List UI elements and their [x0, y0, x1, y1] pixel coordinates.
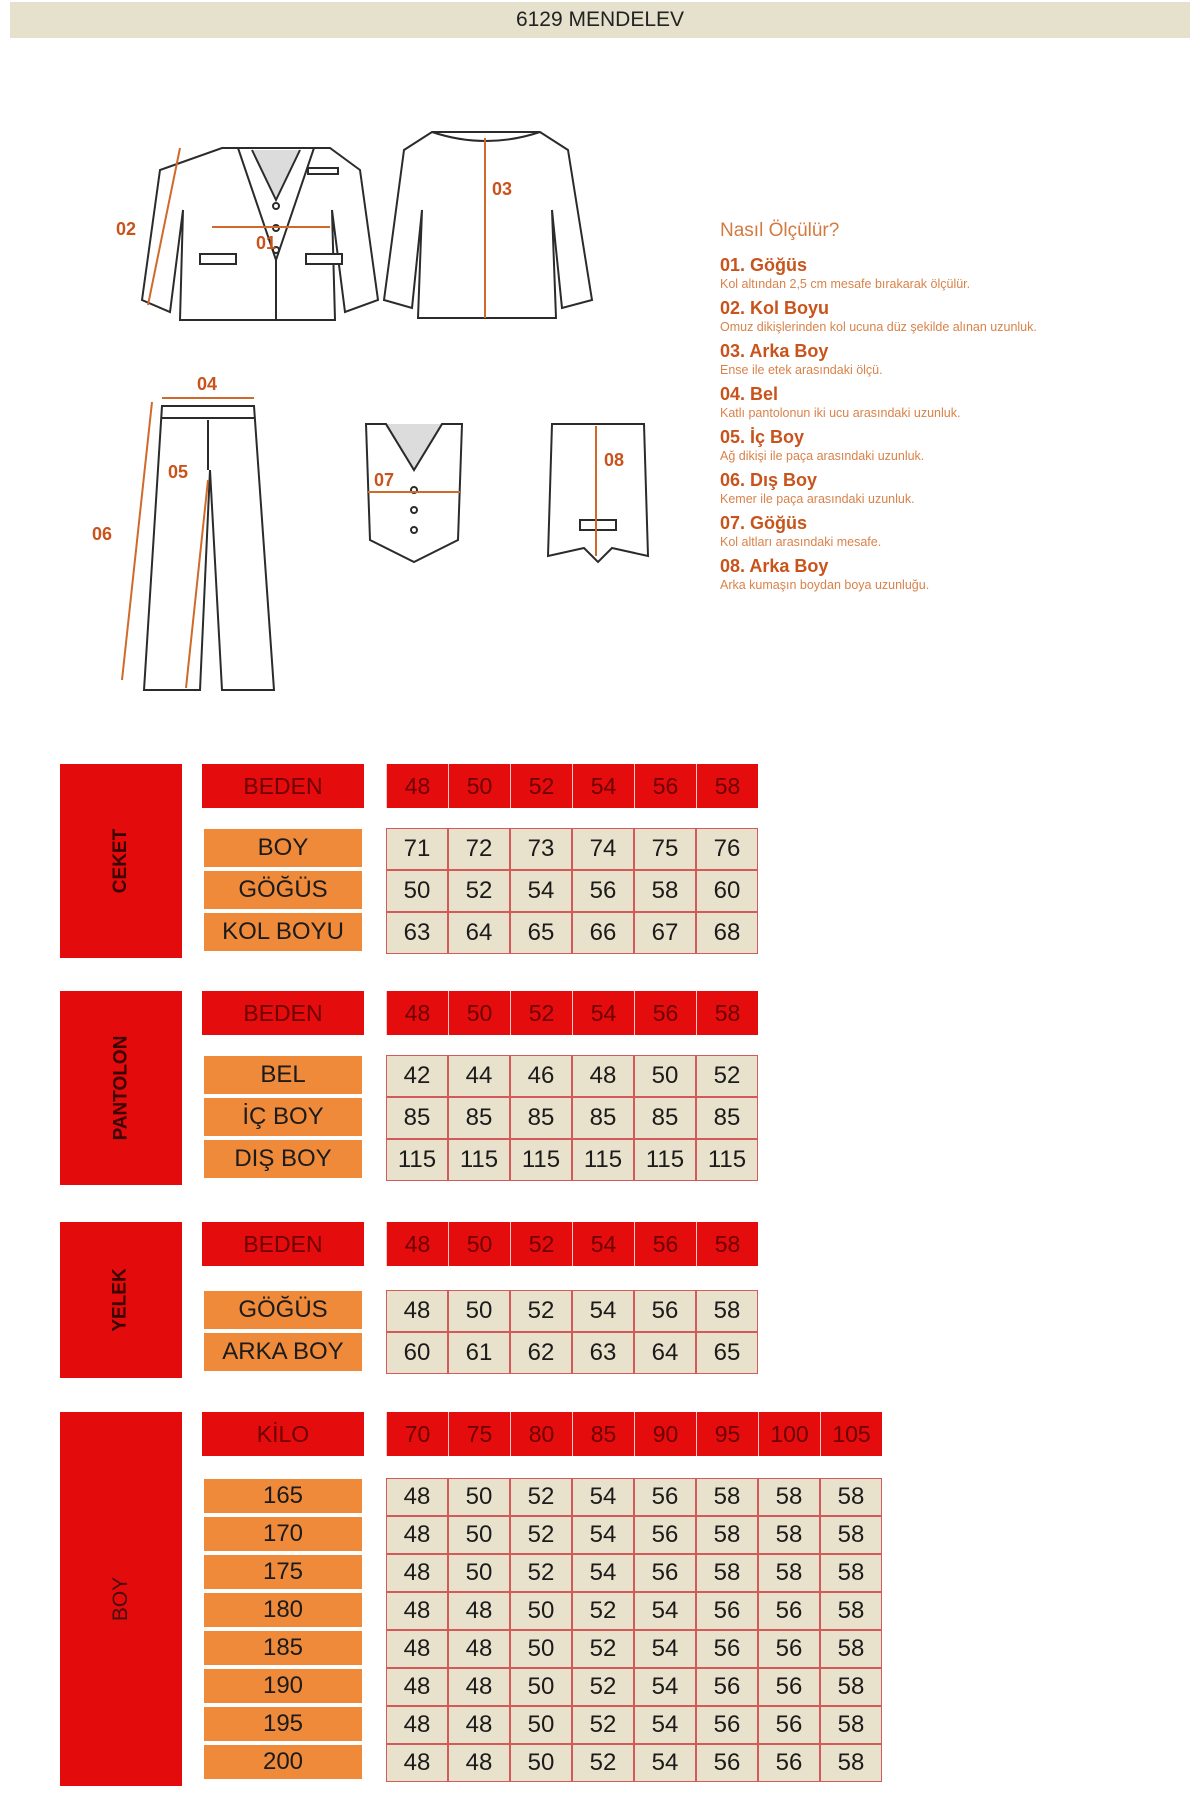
guide-item-desc: Arka kumaşın boydan boya uzunluğu.	[720, 578, 930, 592]
table-cell: 44	[448, 1055, 510, 1097]
table-row-label: GÖĞÜS	[204, 1291, 362, 1329]
table-header-cell: 80	[510, 1412, 572, 1456]
table-cell: 50	[510, 1592, 572, 1630]
table-cell: 54	[572, 1554, 634, 1592]
table-header-cell: 48	[386, 991, 448, 1035]
table-header-cell: 90	[634, 1412, 696, 1456]
table-cell: 52	[448, 870, 510, 912]
table-cell: 52	[572, 1744, 634, 1782]
table-cell: 115	[386, 1139, 448, 1181]
section-label-pantolon	[60, 991, 182, 1185]
table-row-label: 185	[204, 1631, 362, 1665]
table-cell: 52	[572, 1706, 634, 1744]
jacket-back-drawing	[384, 132, 592, 318]
table-cell: 61	[448, 1332, 510, 1374]
table-header-cell: 54	[572, 764, 634, 808]
table-cell: 54	[572, 1478, 634, 1516]
table-cell: 52	[510, 1516, 572, 1554]
table-cell: 58	[696, 1554, 758, 1592]
table-header-cell: 48	[386, 1222, 448, 1266]
table-cell: 58	[696, 1516, 758, 1554]
table-header-cell: 48	[386, 764, 448, 808]
table-header-label: BEDEN	[202, 1222, 364, 1266]
table-cell: 58	[820, 1554, 882, 1592]
table-cell: 48	[386, 1478, 448, 1516]
table-cell: 52	[572, 1630, 634, 1668]
guide-item	[720, 512, 1190, 550]
table-cell: 48	[572, 1055, 634, 1097]
table-cell: 58	[820, 1592, 882, 1630]
table-row-label: BOY	[204, 829, 362, 867]
table-cell: 56	[634, 1516, 696, 1554]
table-cell: 48	[448, 1706, 510, 1744]
table-header-cell: 52	[510, 991, 572, 1035]
table-cell: 56	[758, 1668, 820, 1706]
guide-item-title: 07. Göğüs	[720, 513, 808, 533]
guide-item-title: 04. Bel	[720, 384, 779, 404]
table-cell: 115	[510, 1139, 572, 1181]
guide-item-desc: Omuz dikişlerinden kol ucuna düz şekilde alınan uzunluk.	[720, 320, 1037, 334]
table-cell: 85	[634, 1097, 696, 1139]
table-cell: 48	[386, 1706, 448, 1744]
table-cell: 85	[510, 1097, 572, 1139]
table-cell: 48	[386, 1516, 448, 1554]
table-cell: 85	[696, 1097, 758, 1139]
section-label-text: BOY	[108, 1576, 132, 1622]
table-cell: 56	[758, 1744, 820, 1782]
table-cell: 56	[634, 1554, 696, 1592]
guide-item	[720, 297, 1190, 335]
guide-item-desc: Katlı pantolonun iki ucu arasındaki uzunluk.	[720, 406, 961, 420]
table-cell: 50	[510, 1706, 572, 1744]
guide-item-title: 01. Göğüs	[720, 255, 808, 275]
table-header-cell: 56	[634, 764, 696, 808]
vest-back-drawing	[548, 424, 648, 562]
section-label-text: YELEK	[109, 1268, 131, 1332]
table-cell: 115	[696, 1139, 758, 1181]
table-header-cell: 95	[696, 1412, 758, 1456]
table-cell: 58	[820, 1668, 882, 1706]
section-label-text: PANTOLON	[109, 1035, 131, 1141]
table-cell: 50	[448, 1554, 510, 1592]
trousers-drawing	[144, 406, 274, 690]
table-cell: 115	[634, 1139, 696, 1181]
table-cell: 54	[634, 1668, 696, 1706]
table-cell: 74	[572, 828, 634, 870]
table-cell: 64	[634, 1332, 696, 1374]
table-cell: 52	[510, 1290, 572, 1332]
table-cell: 56	[634, 1290, 696, 1332]
guide-item	[720, 254, 1190, 292]
table-cell: 73	[510, 828, 572, 870]
table-cell: 85	[448, 1097, 510, 1139]
table-cell: 72	[448, 828, 510, 870]
table-cell: 56	[696, 1592, 758, 1630]
section-label-yelek	[60, 1222, 182, 1378]
table-header-label: BEDEN	[202, 764, 364, 808]
table-cell: 52	[510, 1554, 572, 1592]
table-header-cell: 70	[386, 1412, 448, 1456]
table-cell: 50	[510, 1668, 572, 1706]
table-cell: 52	[696, 1055, 758, 1097]
table-cell: 58	[820, 1706, 882, 1744]
guide-item-desc: Kemer ile paça arasındaki uzunluk.	[720, 492, 915, 506]
guide-list	[720, 254, 1190, 593]
guide-item	[720, 340, 1190, 378]
vest-label-07: 07	[374, 470, 395, 490]
table-cell: 58	[820, 1478, 882, 1516]
table-cell: 50	[386, 870, 448, 912]
guide-item	[720, 383, 1190, 421]
table-cell: 50	[448, 1516, 510, 1554]
table-header-cell: 56	[634, 1222, 696, 1266]
table-cell: 46	[510, 1055, 572, 1097]
table-header-cell: 54	[572, 991, 634, 1035]
trousers-label-05: 05	[168, 462, 189, 482]
table-cell: 52	[572, 1668, 634, 1706]
table-row-label: 190	[204, 1669, 362, 1703]
table-cell: 58	[820, 1744, 882, 1782]
table-cell: 115	[572, 1139, 634, 1181]
page-title: 6129 MENDELEV	[10, 2, 1190, 38]
guide-item-desc: Kol altından 2,5 cm mesafe bırakarak ölçülür.	[720, 277, 971, 291]
table-cell: 50	[510, 1744, 572, 1782]
guide-item-title: 03. Arka Boy	[720, 341, 829, 361]
table-cell: 63	[572, 1332, 634, 1374]
table-cell: 54	[634, 1630, 696, 1668]
table-cell: 54	[510, 870, 572, 912]
table-cell: 56	[758, 1630, 820, 1668]
table-header-cell: 52	[510, 1222, 572, 1266]
guide-item-title: 06. Dış Boy	[720, 470, 818, 490]
table-row-label: 170	[204, 1517, 362, 1551]
guide-item-desc: Kol altları arasındaki mesafe.	[720, 535, 882, 549]
table-header-cell: 50	[448, 1222, 510, 1266]
table-cell: 71	[386, 828, 448, 870]
table-header-cell: 100	[758, 1412, 820, 1456]
table-cell: 52	[572, 1592, 634, 1630]
table-cell: 48	[448, 1744, 510, 1782]
table-row-label: İÇ BOY	[204, 1098, 362, 1136]
section-label-boy	[60, 1412, 182, 1786]
jacket-label-03: 03	[492, 179, 513, 199]
table-row-label: 195	[204, 1707, 362, 1741]
trousers-label-04: 04	[197, 374, 218, 394]
table-cell: 48	[386, 1744, 448, 1782]
guide-item-desc: Ağ dikişi ile paça arasındaki uzunluk.	[720, 449, 925, 463]
table-cell: 48	[386, 1290, 448, 1332]
table-cell: 76	[696, 828, 758, 870]
table-cell: 50	[634, 1055, 696, 1097]
table-cell: 54	[634, 1744, 696, 1782]
table-cell: 50	[448, 1478, 510, 1516]
table-header-label: BEDEN	[202, 991, 364, 1035]
table-row-label: KOL BOYU	[204, 913, 362, 951]
table-cell: 56	[696, 1668, 758, 1706]
table-cell: 42	[386, 1055, 448, 1097]
table-header-cell: 85	[572, 1412, 634, 1456]
table-cell: 48	[386, 1630, 448, 1668]
measurement-guide	[720, 220, 1190, 598]
table-cell: 67	[634, 912, 696, 954]
section-label-ceket	[60, 764, 182, 958]
table-cell: 65	[510, 912, 572, 954]
table-row-label: 175	[204, 1555, 362, 1589]
table-header-cell: 75	[448, 1412, 510, 1456]
table-cell: 56	[696, 1630, 758, 1668]
table-cell: 85	[572, 1097, 634, 1139]
table-cell: 64	[448, 912, 510, 954]
table-cell: 60	[386, 1332, 448, 1374]
table-row-label: 180	[204, 1593, 362, 1627]
table-cell: 68	[696, 912, 758, 954]
table-header-cell: 105	[820, 1412, 882, 1456]
table-header-cell: 50	[448, 764, 510, 808]
table-header-cell: 56	[634, 991, 696, 1035]
table-cell: 58	[758, 1516, 820, 1554]
table-cell: 48	[448, 1592, 510, 1630]
table-cell: 58	[820, 1630, 882, 1668]
table-cell: 54	[572, 1290, 634, 1332]
table-cell: 48	[386, 1592, 448, 1630]
table-cell: 48	[386, 1554, 448, 1592]
guide-item-title: 08. Arka Boy	[720, 556, 829, 576]
table-header-cell: 54	[572, 1222, 634, 1266]
table-cell: 115	[448, 1139, 510, 1181]
table-row-label: 165	[204, 1479, 362, 1513]
table-cell: 58	[634, 870, 696, 912]
table-header-label: KİLO	[202, 1412, 364, 1456]
table-cell: 62	[510, 1332, 572, 1374]
table-cell: 85	[386, 1097, 448, 1139]
table-cell: 58	[696, 1290, 758, 1332]
table-cell: 75	[634, 828, 696, 870]
table-row-label: BEL	[204, 1056, 362, 1094]
guide-item-title: 02. Kol Boyu	[720, 298, 830, 318]
table-cell: 58	[696, 1478, 758, 1516]
table-cell: 54	[634, 1706, 696, 1744]
table-cell: 48	[448, 1668, 510, 1706]
table-cell: 60	[696, 870, 758, 912]
table-cell: 56	[696, 1744, 758, 1782]
table-cell: 65	[696, 1332, 758, 1374]
table-row-label: GÖĞÜS	[204, 871, 362, 909]
trousers-label-06: 06	[92, 524, 113, 544]
guide-item-title: 05. İç Boy	[720, 427, 805, 447]
table-header-cell: 50	[448, 991, 510, 1035]
table-header-cell: 58	[696, 1222, 758, 1266]
section-label-text: CEKET	[110, 828, 131, 894]
table-cell: 50	[448, 1290, 510, 1332]
table-header-cell: 58	[696, 764, 758, 808]
table-header-cell: 58	[696, 991, 758, 1035]
table-cell: 50	[510, 1630, 572, 1668]
table-cell: 48	[386, 1668, 448, 1706]
vest-label-08: 08	[604, 450, 625, 470]
table-header-cell: 52	[510, 764, 572, 808]
guide-title: Nasıl Ölçülür?	[720, 220, 840, 241]
table-cell: 56	[572, 870, 634, 912]
table-cell: 56	[758, 1592, 820, 1630]
table-row-label: 200	[204, 1745, 362, 1779]
guide-item	[720, 426, 1190, 464]
table-cell: 58	[758, 1554, 820, 1592]
guide-item	[720, 555, 1190, 593]
table-cell: 48	[448, 1630, 510, 1668]
guide-item-desc: Ense ile etek arasındaki ölçü.	[720, 363, 883, 377]
table-row-label: DIŞ BOY	[204, 1140, 362, 1178]
table-cell: 56	[634, 1478, 696, 1516]
table-cell: 66	[572, 912, 634, 954]
table-cell: 58	[820, 1516, 882, 1554]
table-cell: 56	[758, 1706, 820, 1744]
guide-item	[720, 469, 1190, 507]
table-cell: 56	[696, 1706, 758, 1744]
table-cell: 63	[386, 912, 448, 954]
table-cell: 58	[758, 1478, 820, 1516]
table-cell: 52	[510, 1478, 572, 1516]
jacket-label-01: 01	[256, 233, 277, 253]
table-row-label: ARKA BOY	[204, 1333, 362, 1371]
jacket-label-02: 02	[116, 219, 137, 239]
table-cell: 54	[572, 1516, 634, 1554]
table-cell: 54	[634, 1592, 696, 1630]
